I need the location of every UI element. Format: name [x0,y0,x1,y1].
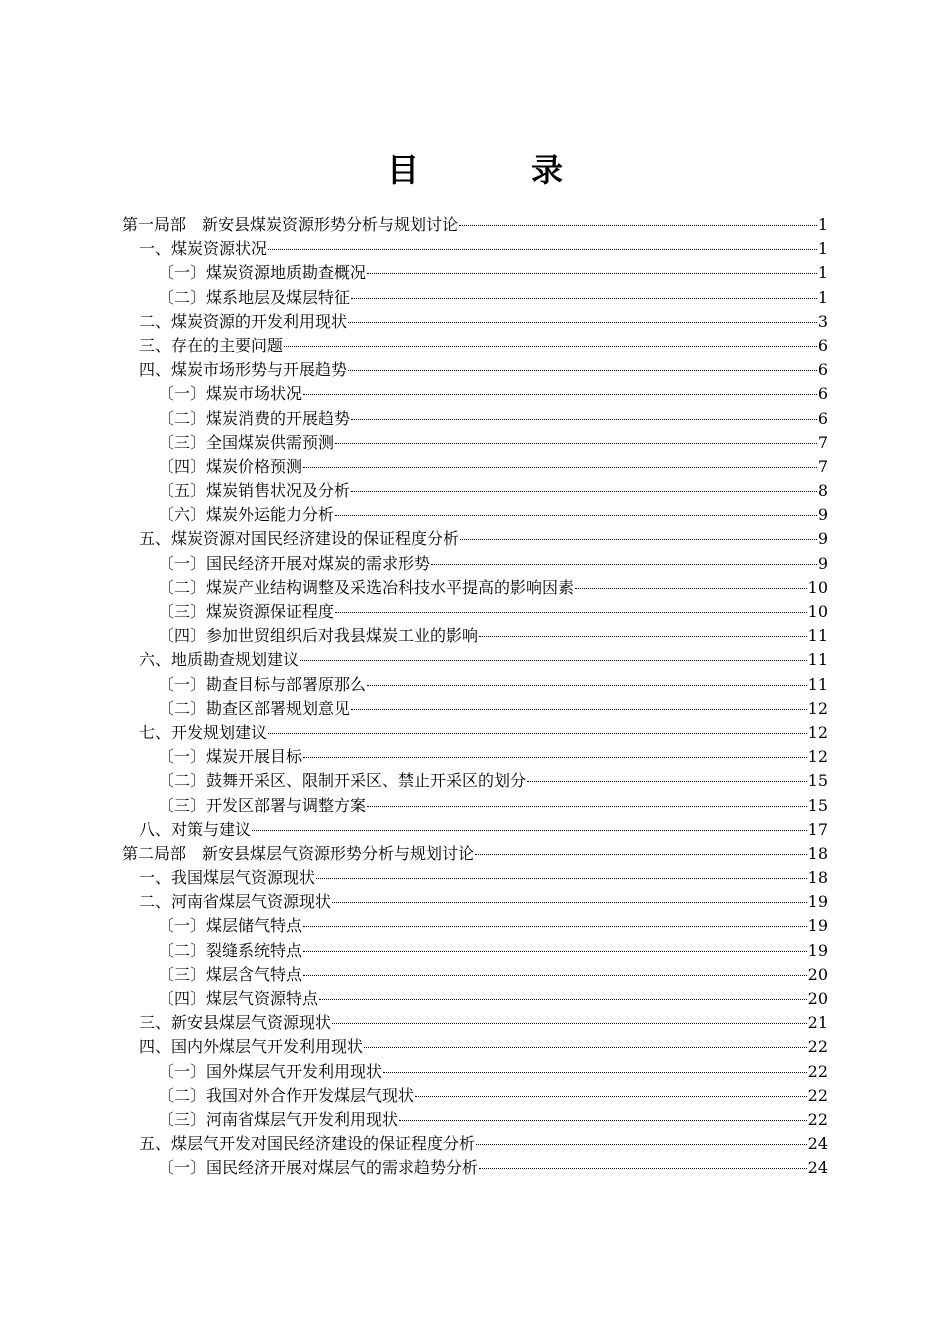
toc-entry-text: 〔四〕煤层气资源特点 [158,989,319,1008]
toc-title: 目 录 [386,151,603,189]
toc-entry-3[interactable] [122,261,828,285]
toc-page-number: 7 [817,432,828,452]
toc-entry-text: 〔二〕勘查区部署规划意见 [158,698,351,718]
toc-page-number: 1 [817,215,828,234]
toc-entry-text: 〔一〕国民经济开展对煤炭的需求形势 [158,553,431,573]
toc-list [122,213,828,1181]
toc-page-number: 21 [807,1013,828,1033]
toc-entry-8[interactable] [122,382,828,406]
toc-leader-dots [459,225,817,226]
toc-leader-dots [335,612,807,613]
toc-entry-20[interactable] [122,673,828,697]
toc-entry-23[interactable] [122,745,828,769]
toc-entry-text: 〔三〕煤层含气特点 [158,964,303,984]
toc-leader-dots [364,1047,807,1048]
toc-entry-4[interactable] [122,286,828,310]
toc-leader-dots [268,249,817,250]
toc-leader-dots [460,539,817,540]
toc-entry-7[interactable] [122,358,828,382]
toc-entry-text: 三、存在的主要问题 [139,335,284,355]
toc-page-number: 3 [817,311,828,331]
toc-leader-dots [575,588,807,589]
toc-leader-dots [303,975,807,976]
toc-leader-dots [383,1072,807,1073]
toc-page-number: 1 [817,287,828,307]
toc-leader-dots [319,999,807,1000]
toc-page-number: 1 [817,263,828,283]
toc-leader-dots [476,1144,807,1145]
toc-entry-text: 〔一〕勘查目标与部署原那么 [158,674,367,694]
toc-leader-dots [367,273,817,274]
toc-page-number: 7 [817,456,828,476]
toc-entry-text: 八、对策与建议 [139,819,252,839]
toc-page-number: 19 [807,892,828,912]
toc-entry-text: 〔六〕煤炭外运能力分析 [158,505,335,525]
toc-page-number: 19 [807,940,828,960]
toc-page-number: 11 [807,626,828,646]
toc-leader-dots [300,660,807,661]
toc-entry-text: 〔二〕煤炭产业结构调整及采选冶科技水平提高的影响因素 [158,577,575,597]
toc-page-number: 1 [817,239,828,259]
toc-entry-13[interactable] [122,503,828,527]
toc-entry-text: 〔三〕开发区部署与调整方案 [158,795,367,815]
toc-entry-6[interactable] [122,334,828,358]
toc-leader-dots [351,298,817,299]
toc-entry-text: 〔一〕国民经济开展对煤层气的需求趋势分析 [158,1158,479,1178]
toc-leader-dots [252,830,807,831]
toc-entry-40[interactable] [122,1156,828,1180]
toc-entry-text: 〔二〕裂缝系统特点 [158,940,303,960]
toc-leader-dots [475,854,807,855]
toc-entry-text: 二、煤炭资源的开发利用现状 [139,311,348,331]
toc-entry-17[interactable] [122,600,828,624]
toc-entry-text: 〔一〕煤层储气特点 [158,916,303,936]
toc-entry-text: 二、河南省煤层气资源现状 [139,892,332,912]
toc-entry-30[interactable] [122,914,828,938]
toc-page-number: 9 [817,505,828,525]
toc-page-number: 12 [807,698,828,718]
toc-entry-36[interactable] [122,1060,828,1084]
toc-entry-26[interactable] [122,818,828,842]
toc-entry-text: 四、煤炭市场形势与开展趋势 [139,360,348,380]
toc-entry-25[interactable] [122,794,828,818]
toc-page-number: 24 [807,1134,828,1154]
toc-entry-33[interactable] [122,987,828,1011]
toc-entry-29[interactable] [122,890,828,914]
toc-page-number: 22 [807,1061,828,1081]
toc-entry-text: 〔四〕煤炭价格预测 [158,456,303,476]
toc-entry-text: 〔一〕煤炭市场状况 [158,384,303,404]
toc-entry-32[interactable] [122,963,828,987]
toc-page-number: 6 [817,408,828,428]
toc-entry-text: 五、煤层气开发对国民经济建设的保证程度分析 [139,1134,476,1154]
toc-entry-text: 〔二〕煤炭消费的开展趋势 [158,408,351,428]
toc-entry-text: 〔一〕煤炭开展目标 [158,747,303,767]
toc-page-number: 20 [807,989,828,1008]
toc-entry-text: 〔一〕国外煤层气开发利用现状 [158,1061,383,1081]
toc-leader-dots [367,685,807,686]
toc-entry-34[interactable] [122,1011,828,1035]
toc-leader-dots [332,902,807,903]
toc-entry-21[interactable] [122,697,828,721]
toc-leader-dots [351,709,807,710]
toc-page-number: 20 [807,964,828,984]
toc-leader-dots [303,467,817,468]
toc-entry-text: 三、新安县煤层气资源现状 [139,1013,332,1033]
toc-page-number: 9 [817,529,828,549]
toc-entry-text: 〔三〕煤炭资源保证程度 [158,602,335,621]
toc-leader-dots [367,806,807,807]
toc-leader-dots [351,491,817,492]
toc-page-number: 9 [817,553,828,573]
toc-entry-38[interactable] [122,1108,828,1132]
toc-entry-5[interactable] [122,310,828,334]
toc-entry-text: 一、煤炭资源状况 [139,239,268,259]
toc-entry-text: 〔二〕煤系地层及煤层特征 [158,287,351,307]
toc-leader-dots [268,733,807,734]
toc-leader-dots [431,564,817,565]
toc-entry-text: 〔三〕全国煤炭供需预测 [158,432,335,452]
toc-page-number: 6 [817,335,828,355]
toc-page-number: 10 [807,602,828,621]
toc-entry-2[interactable] [122,237,828,261]
toc-leader-dots [415,1096,807,1097]
toc-leader-dots [479,1168,807,1169]
toc-leader-dots [303,757,807,758]
toc-page-number: 18 [807,843,828,863]
toc-entry-19[interactable] [122,648,828,672]
toc-entry-text: 一、我国煤层气资源现状 [139,868,316,888]
toc-page-number: 12 [807,747,828,767]
toc-leader-dots [335,443,817,444]
toc-entry-10[interactable] [122,431,828,455]
toc-page-number: 19 [807,916,828,936]
toc-leader-dots [303,951,807,952]
toc-page-number: 15 [807,771,828,791]
toc-page-number: 10 [807,577,828,597]
toc-page-number: 22 [807,1109,828,1129]
toc-entry-16[interactable] [122,576,828,600]
toc-entry-15[interactable] [122,552,828,576]
toc-entry-text: 七、开发规划建议 [139,722,268,742]
toc-page-number: 6 [817,360,828,380]
toc-entry-24[interactable] [122,769,828,793]
toc-page-number: 17 [807,819,828,839]
toc-leader-dots [284,346,817,347]
toc-page-number: 22 [807,1085,828,1105]
toc-page-number: 6 [817,384,828,404]
toc-entry-31[interactable] [122,939,828,963]
toc-entry-text: 〔四〕参加世贸组织后对我县煤炭工业的影响 [158,626,479,646]
toc-entry-text: 四、国内外煤层气开发利用现状 [139,1037,364,1057]
toc-entry-text: 第一局部 新安县煤炭资源形势分析与规划讨论 [122,215,459,234]
toc-page-number: 18 [807,868,828,888]
toc-entry-text: 第二局部 新安县煤层气资源形势分析与规划讨论 [122,843,475,863]
toc-leader-dots [348,370,817,371]
toc-leader-dots [479,636,807,637]
toc-leader-dots [316,878,807,879]
toc-page-number: 8 [817,481,828,501]
toc-entry-text: 六、地质勘查规划建议 [139,650,300,670]
toc-leader-dots [527,781,807,782]
toc-page-number: 11 [807,650,828,670]
toc-entry-18[interactable] [122,624,828,648]
toc-entry-text: 〔二〕鼓舞开采区、限制开采区、禁止开采区的划分 [158,771,527,791]
toc-entry-12[interactable] [122,479,828,503]
toc-entry-1[interactable] [122,213,828,237]
toc-entry-35[interactable] [122,1035,828,1059]
toc-leader-dots [303,926,807,927]
toc-leader-dots [335,515,817,516]
toc-entry-text: 〔一〕煤炭资源地质勘查概况 [158,263,367,283]
toc-entry-37[interactable] [122,1084,828,1108]
toc-entry-39[interactable] [122,1132,828,1156]
toc-entry-11[interactable] [122,455,828,479]
toc-entry-22[interactable] [122,721,828,745]
toc-page-number: 11 [807,674,828,694]
toc-entry-9[interactable] [122,407,828,431]
toc-page-number: 12 [807,722,828,742]
toc-page-number: 22 [807,1037,828,1057]
toc-entry-text: 五、煤炭资源对国民经济建设的保证程度分析 [139,529,460,549]
toc-entry-28[interactable] [122,866,828,890]
toc-entry-27[interactable] [122,842,828,866]
toc-entry-text: 〔五〕煤炭销售状况及分析 [158,481,351,501]
toc-page-number: 15 [807,795,828,815]
toc-leader-dots [351,419,817,420]
toc-leader-dots [303,394,817,395]
toc-entry-text: 〔三〕河南省煤层气开发利用现状 [158,1109,399,1129]
toc-leader-dots [348,322,817,323]
toc-entry-text: 〔二〕我国对外合作开发煤层气现状 [158,1085,415,1105]
toc-leader-dots [399,1120,807,1121]
toc-entry-14[interactable] [122,527,828,551]
toc-leader-dots [332,1023,807,1024]
toc-page-number: 24 [807,1158,828,1178]
